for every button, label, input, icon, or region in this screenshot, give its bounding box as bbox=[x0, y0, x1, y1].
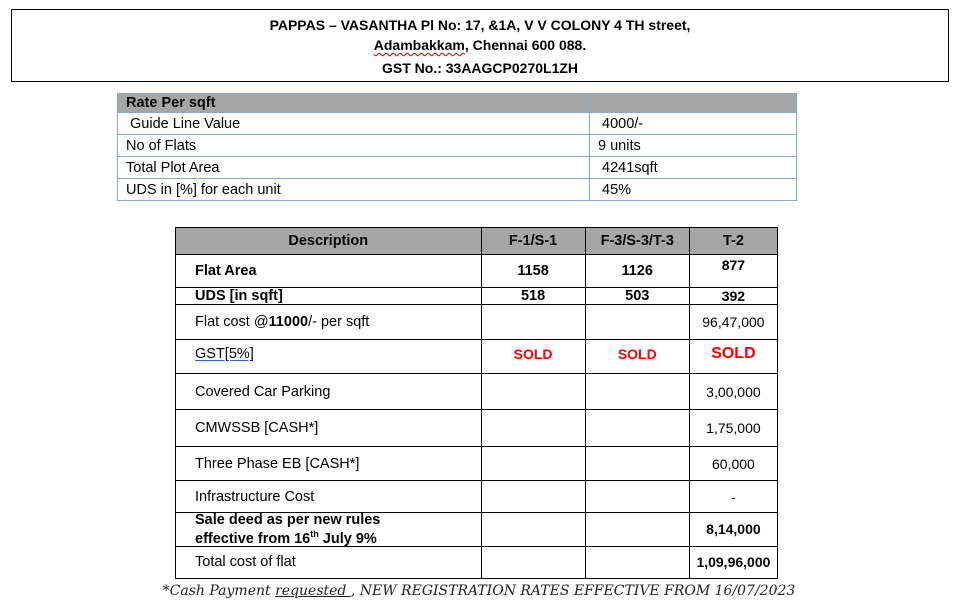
cell-value: - bbox=[689, 481, 777, 513]
cell-value: 3,00,000 bbox=[689, 374, 777, 410]
cell-value: 96,47,000 bbox=[689, 305, 777, 340]
letterhead bbox=[11, 9, 949, 82]
cell-sold bbox=[689, 340, 777, 374]
row-infrastructure bbox=[176, 481, 778, 513]
rate-header-value bbox=[590, 94, 797, 113]
row-label bbox=[176, 288, 482, 305]
cell-value: 1126 bbox=[585, 255, 689, 288]
row-flat-area bbox=[176, 255, 778, 288]
cell-value: 1,09,96,000 bbox=[689, 546, 777, 578]
header-description: Description bbox=[176, 228, 482, 255]
rate-row-uds bbox=[118, 179, 797, 201]
city-rest: , Chennai 600 088. bbox=[464, 37, 587, 53]
header-t2: T-2 bbox=[689, 228, 777, 255]
rate-label: Total Plot Area bbox=[118, 157, 590, 179]
rate-value: 4241sqft bbox=[590, 157, 797, 179]
rate-label: No of Flats bbox=[118, 135, 590, 157]
row-label bbox=[176, 513, 482, 547]
cell-empty bbox=[481, 305, 585, 340]
row-label: Flat Area bbox=[176, 255, 482, 288]
rate-value: 45% bbox=[590, 179, 797, 201]
rate-header-label: Rate Per sqft bbox=[118, 94, 590, 113]
cell-value: 392 bbox=[689, 288, 777, 305]
row-label: Covered Car Parking bbox=[176, 374, 482, 410]
city-name: Adambakkam bbox=[373, 37, 465, 53]
cell-value: 1,75,000 bbox=[689, 410, 777, 447]
header-f1-s1: F-1/S-1 bbox=[481, 228, 585, 255]
address-line-1: PAPPAS – VASANTHA Pl No: 17, &1A, V V COLONY 4 TH street, bbox=[269, 17, 691, 33]
cell-empty bbox=[585, 546, 689, 578]
sold-badge: SOLD bbox=[513, 346, 553, 362]
address-line-2 bbox=[12, 37, 948, 53]
cell-empty bbox=[481, 447, 585, 481]
row-cmwssb bbox=[176, 410, 778, 447]
rate-row-flats bbox=[118, 135, 797, 157]
cell-empty bbox=[481, 481, 585, 513]
rate-value: 4000/- bbox=[590, 113, 797, 135]
cell-value: 1158 bbox=[481, 255, 585, 288]
cell-value: 60,000 bbox=[689, 447, 777, 481]
row-label: Infrastructure Cost bbox=[176, 481, 482, 513]
gst-number: GST No.: 33AAGCP0270L1ZH bbox=[381, 60, 579, 76]
cell-sold bbox=[481, 340, 585, 374]
cell-empty bbox=[481, 410, 585, 447]
cell-value: 8,14,000 bbox=[689, 513, 777, 547]
sold-badge: SOLD bbox=[617, 346, 657, 362]
cell-empty bbox=[481, 374, 585, 410]
sale-deed-line2-pre: effective from 16 bbox=[195, 530, 311, 547]
cell-empty bbox=[585, 305, 689, 340]
row-label: Total cost of flat bbox=[176, 546, 482, 578]
cell-sold bbox=[585, 340, 689, 374]
row-uds bbox=[176, 288, 778, 305]
sold-badge: SOLD bbox=[711, 345, 756, 362]
row-three-phase-eb bbox=[176, 447, 778, 481]
sale-deed-line1: Sale deed as per new rules bbox=[195, 512, 381, 528]
row-label: CMWSSB [CASH*] bbox=[176, 410, 482, 447]
row-label bbox=[176, 305, 482, 340]
cell-empty bbox=[481, 513, 585, 547]
cell-empty bbox=[585, 481, 689, 513]
flat-cost-pre: Flat cost @ bbox=[195, 314, 269, 330]
row-label bbox=[176, 340, 482, 374]
row-car-parking bbox=[176, 374, 778, 410]
cell-empty bbox=[585, 513, 689, 547]
row-sale-deed bbox=[176, 513, 778, 547]
row-total bbox=[176, 546, 778, 578]
footer-pre: *Cash Payment bbox=[162, 583, 276, 599]
cost-table-header bbox=[176, 228, 778, 255]
flat-cost-rate: 11000 bbox=[268, 314, 309, 330]
row-label: Three Phase EB [CASH*] bbox=[176, 447, 482, 481]
rate-table-header bbox=[118, 94, 797, 113]
cell-value: 503 bbox=[585, 288, 689, 305]
cell-empty bbox=[585, 410, 689, 447]
rate-row-plot-area bbox=[118, 157, 797, 179]
flat-cost-post: /- per sqft bbox=[308, 314, 370, 330]
row-flat-cost bbox=[176, 305, 778, 340]
rate-label: UDS in [%] for each unit bbox=[118, 179, 590, 201]
cost-table bbox=[175, 227, 778, 579]
uds-label: UDS [in sqft] bbox=[195, 288, 283, 304]
cell-value: 518 bbox=[481, 288, 585, 305]
footer-post: , NEW REGISTRATION RATES EFFECTIVE FROM 16/07/2023 bbox=[350, 583, 796, 599]
sale-deed-sup: th bbox=[310, 529, 319, 539]
cell-empty bbox=[481, 546, 585, 578]
cell-empty bbox=[585, 374, 689, 410]
cell-value: 877 bbox=[689, 255, 777, 288]
header-f3-s3-t3: F-3/S-3/T-3 bbox=[585, 228, 689, 255]
sale-deed-line2-post: July 9% bbox=[318, 530, 377, 547]
rate-row-guideline bbox=[118, 113, 797, 135]
footer-requested: requested bbox=[275, 583, 351, 599]
gst-label: GST[5%] bbox=[195, 346, 254, 362]
footer-note bbox=[0, 583, 958, 599]
rate-table bbox=[117, 93, 797, 201]
cell-empty bbox=[585, 447, 689, 481]
rate-label: Guide Line Value bbox=[118, 113, 590, 135]
row-gst bbox=[176, 340, 778, 374]
rate-value: 9 units bbox=[590, 135, 797, 157]
